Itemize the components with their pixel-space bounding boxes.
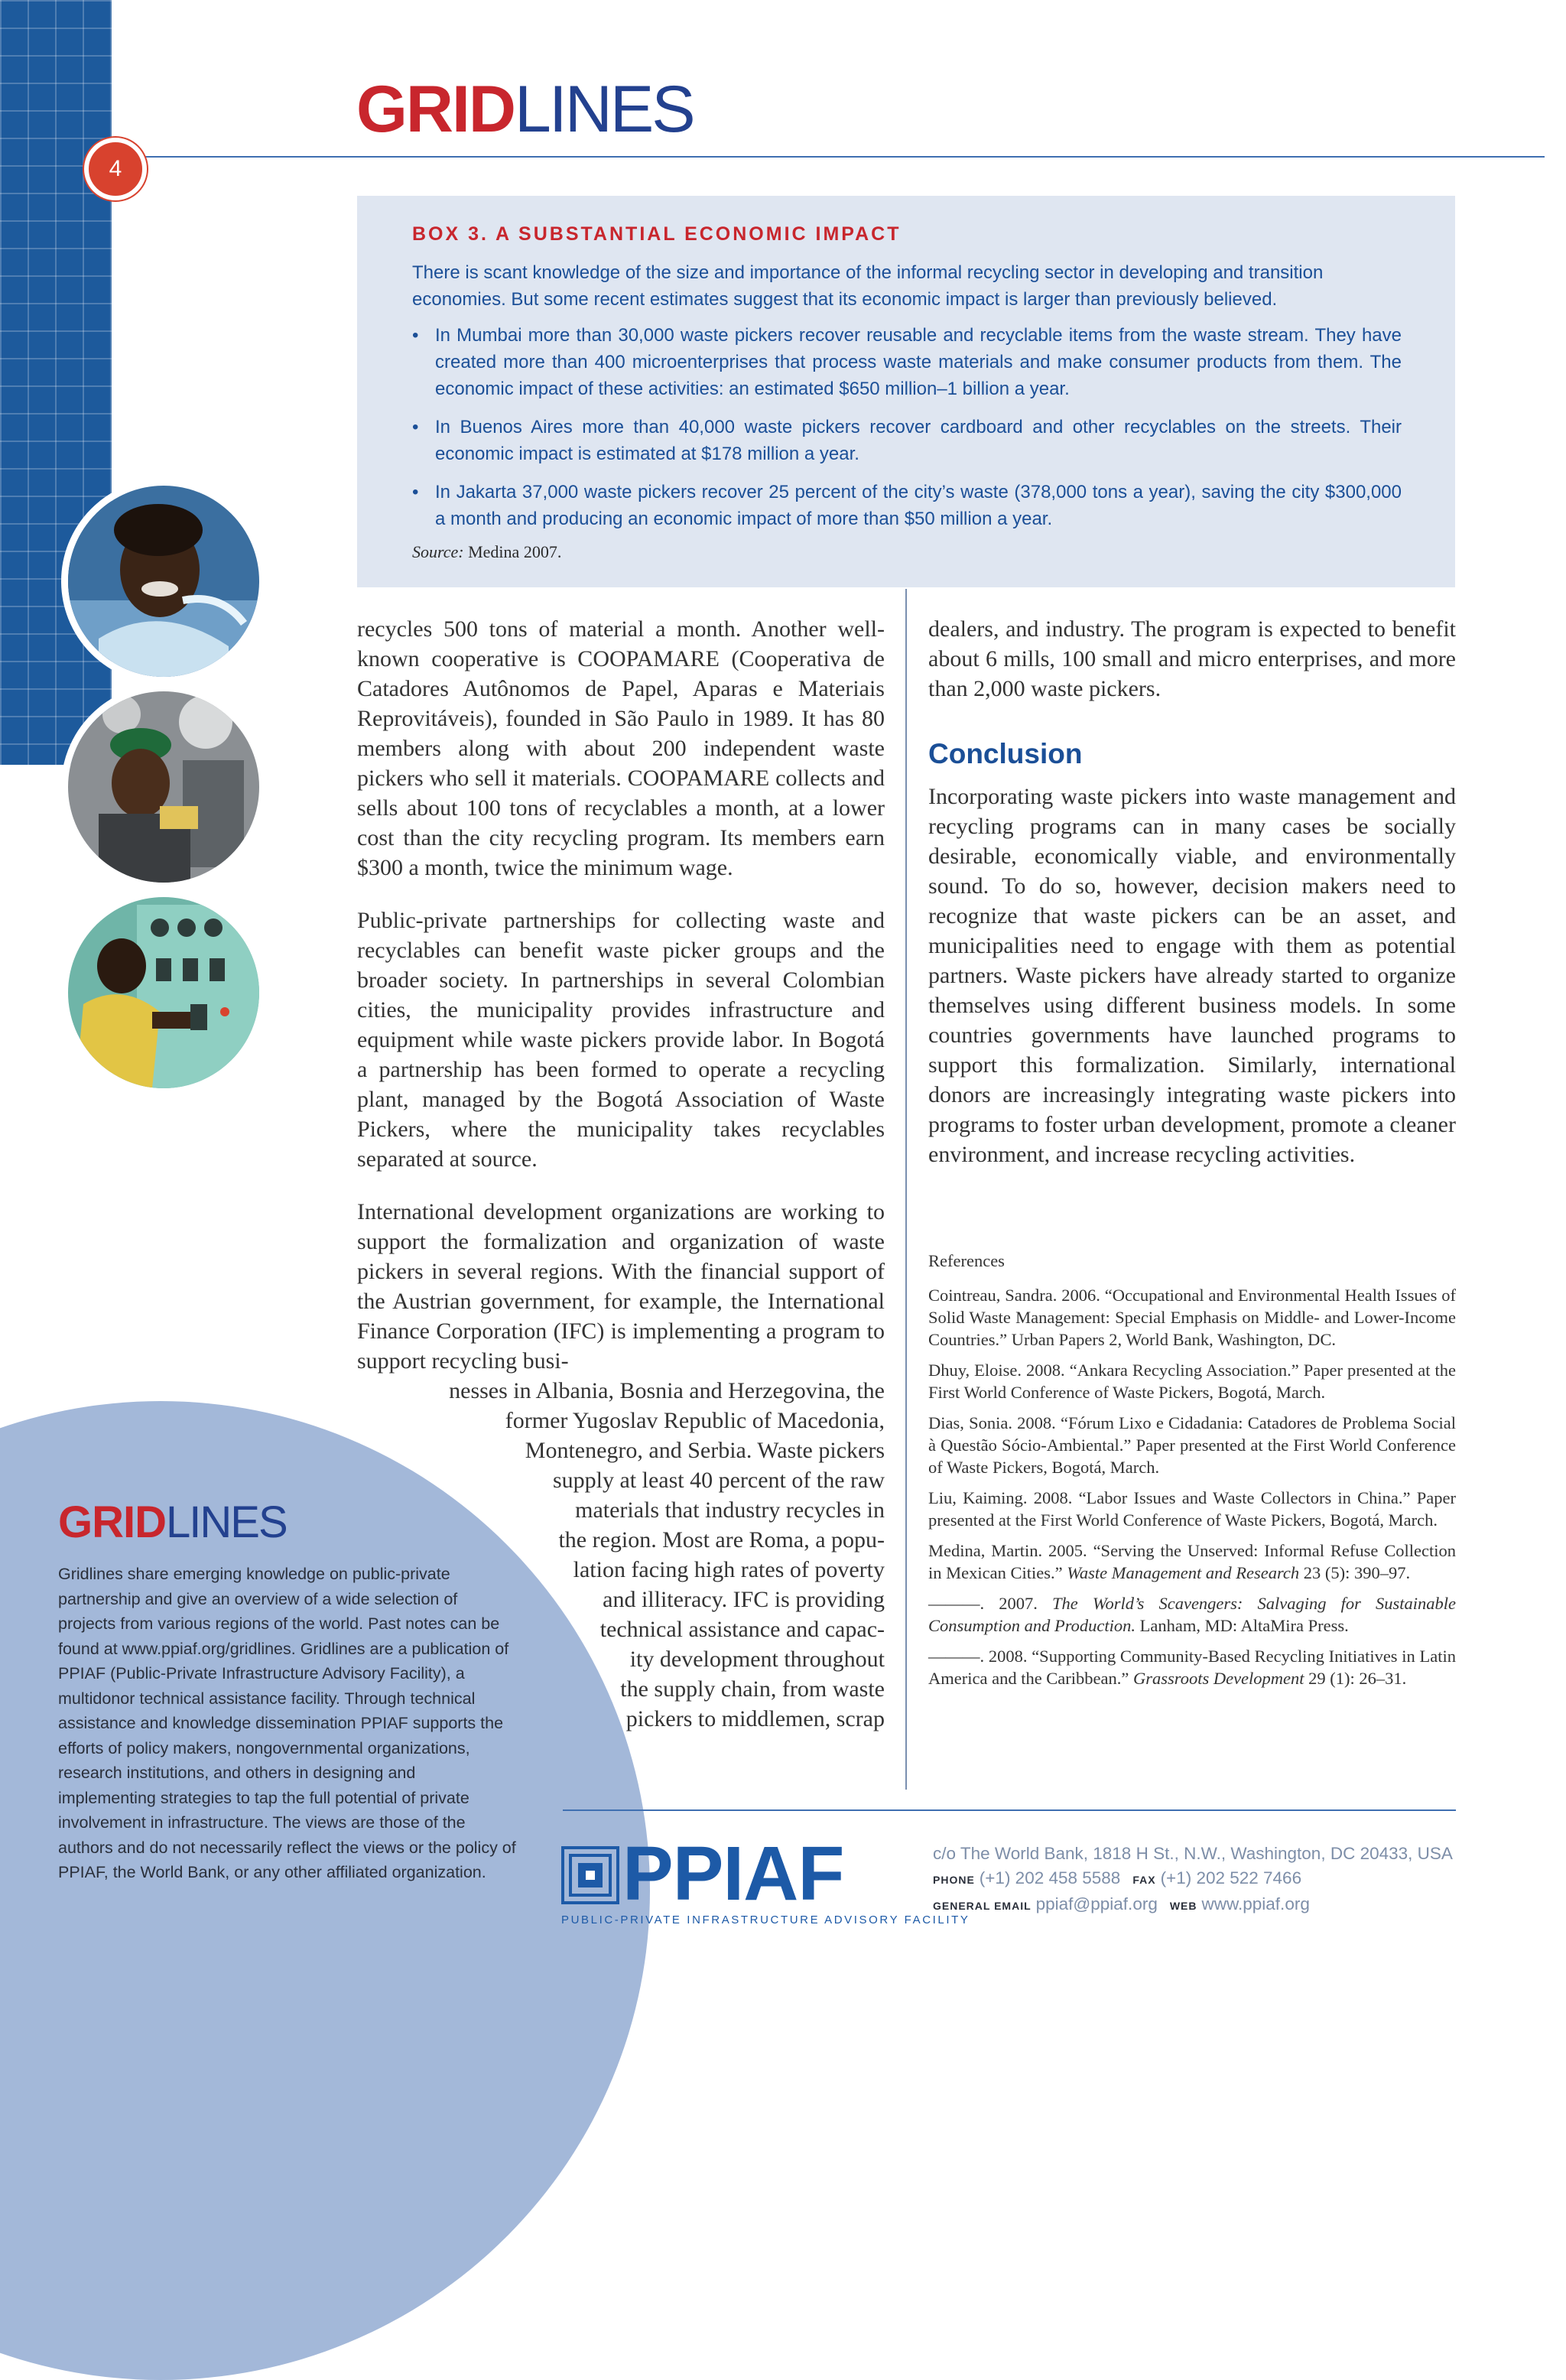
reference-item: Cointreau, Sandra. 2006. “Occupational and Environmental Health Issues of Solid Waste Management: Special Emphasis on Middle- and Lower-Income Countries.” Urban Papers 2, World Bank, Washington, DC. [928,1286,1456,1349]
list-item: • In Jakarta 37,000 waste pickers recover 25 percent of the city’s waste (378,000 tons a year), saving the city $300,000 a month and producing an economic impact of more than $50 million a year. [412,479,1402,532]
gridlines-description: Gridlines share emerging knowledge on public-private partnership and give an overview of a wide selection of projects from various regions of the world. Past notes can be found at www.ppiaf.org/gridlines. Gridlines are a publication of PPIAF (Public-Private Infrastructure Advisory Facility), a multidonor technical assistance facility. Through technical assistance and knowledge dissemination PPIAF supports the efforts of policy makers, nongovernmental organizations, research institutions, and others in designing and implementing strategies to tap the full potential of private involvement in infrastructure. The views are those of the authors and do not necessarily reflect the views or the policy of PPIAF, the World Bank, or any other affiliated organization. [58,1565,516,1881]
bullet-icon: • [412,417,419,437]
ppiaf-tagline: PUBLIC-PRIVATE INFRASTRUCTURE ADVISORY FACILITY [561,1913,970,1926]
references-heading: References [928,1251,1005,1270]
header-rule [145,156,1545,158]
box-title: BOX 3. A SUBSTANTIAL ECONOMIC IMPACT [412,223,902,245]
phone-number: (+1) 202 458 5588 [979,1868,1121,1887]
photo-operator-at-control-panel [61,890,266,1095]
gridlines-logo: GRIDLINES [356,73,694,146]
fax-number: (+1) 202 522 7466 [1160,1868,1302,1887]
reference-item: ———. 2007. The World’s Scavengers: Salvaging for Sustainable Consumption and Production. Lanham, MD: AltaMira Press. [928,1594,1456,1635]
box-intro: There is scant knowledge of the size and importance of the informal recycling sector in developing and transition economies. But some recent estimates suggest that its economic impact is larger than previously believed. [412,262,1324,310]
phone-fax-line: PHONE (+1) 202 458 5588 FAX (+1) 202 522 7466 [933,1868,1302,1887]
photo-person-splashing-water [61,479,266,684]
body-paragraph: dealers, and industry. The program is expected to benefit about 6 mills, 100 small and micro enterprises, and more than 2,000 waste pickers. [928,616,1456,701]
body-paragraph: International development organizations are working to support the formalization and organization of waste pickers in several regions. With the financial support of the Austrian government, for example, the International Finance Corporation (IFC) is implementing a program to support recycling busi- nesses in Albania, Bosnia and Herzegovina, the former Yugoslav Republic of Macedonia, Montenegro, and Serbia. Waste pickers supply at least 40 percent of the raw materials that industry recycles in the region. Most are Roma, a popu- lation facing high rates of poverty and illiteracy. IFC is providing technical assistance and capac- ity development throughout the supply chain, from waste pickers to middlemen, scrap [357,1199,885,1731]
conclusion-paragraph: Incorporating waste pickers into waste management and recycling programs can in many cases be socially desirable, economically viable, and environmentally sound. To do so, however, decision makers need to recognize that waste pickers can be an asset, and municipalities need to engage with them as potential partners. Waste pickers have already started to organize themselves using different business models. In some countries governments have launched programs to support this formalization. Similarly, international donors are increasingly integrating waste pickers into programs to foster urban development, promote a cleaner environment, and increase recycling activities. [928,784,1456,1167]
list-item: • In Mumbai more than 30,000 waste pickers recover reusable and recyclable items from the waste stream. They have created more than 400 microenterprises that process waste materials and make consumer products from them. The economic impact of these activities: an estimated $650 million–1 billion a year. [412,322,1402,402]
ppiaf-wordmark: PPIAF [622,1831,844,1917]
reference-item: Liu, Kaiming. 2008. “Labor Issues and Waste Collectors in China.” Paper presented at the First World Conference of Waste Pickers, Bogotá, March. [928,1488,1456,1530]
email-link[interactable]: ppiaf@ppiaf.org [1035,1894,1158,1913]
bullet-icon: • [412,325,419,346]
reference-item: Medina, Martin. 2005. “Serving the Unserved: Informal Refuse Collection in Mexican Cities.” Waste Management and Research 23 (5): 390–97. [928,1541,1456,1582]
body-paragraph: recycles 500 tons of material a month. Another well-known cooperative is COOPAMARE (Cooperativa de Catadores Autônomos de Papel, Aparas e Materiais Reprovitáveis), founded in São Paulo in 1989. It has 80 members along with about 200 independent waste pickers who sell it materials. COOPAMARE collects and sells about 100 tons of recyclables a month, at a lower cost than the city recycling program. Its members earn $300 a month, twice the minimum wage. [357,616,885,880]
reference-item: ———. 2008. “Supporting Community-Based Recycling Initiatives in Latin America and the Caribbean.” Grassroots Development 29 (1): 26–31. [928,1647,1456,1688]
conclusion-heading: Conclusion [928,738,1083,769]
references-section [928,1250,1456,1698]
contact-block [933,1842,1453,1918]
photo-worker-with-machinery [61,684,266,889]
web-link[interactable]: www.ppiaf.org [1201,1894,1310,1913]
column-divider [905,589,907,1790]
address: c/o The World Bank, 1818 H St., N.W., Washington, DC 20433, USA [933,1844,1453,1863]
reference-item: Dhuy, Eloise. 2008. “Ankara Recycling Association.” Paper presented at the First World Conference of Waste Pickers, Bogotá, March. [928,1361,1456,1402]
footer-rule [563,1809,1456,1811]
bullet-icon: • [412,482,419,502]
gridlines-sidebar-logo: GRIDLINES [58,1497,287,1547]
page-number: 4 [84,138,147,200]
list-item: • In Buenos Aires more than 40,000 waste pickers recover cardboard and other recyclables on the streets. Their economic impact is estimated at $178 million a year. [412,414,1402,467]
email-web-line: GENERAL EMAIL ppiaf@ppiaf.org WEB www.ppiaf.org [933,1894,1310,1913]
reference-item: Dias, Sonia. 2008. “Fórum Lixo e Cidadania: Catadores de Problema Social à Questão Sócio-Ambiental.” Paper presented at the First World Conference of Waste Pickers, Bogotá, March. [928,1413,1456,1477]
ppiaf-mark-icon [561,1846,619,1904]
box-source: Source: Medina 2007. [412,542,562,561]
box-bullet-list [412,322,1402,532]
left-column [357,614,885,1734]
right-column [928,614,1456,1169]
body-paragraph: Public-private partnerships for collecting waste and recyclables can benefit waste picker groups and the broader society. In partnerships in several Colombian cities, the municipality provides infrastructure and equipment while waste pickers provide labor. In Bogotá a partnership has been formed to operate a recycling plant, managed by the Bogotá Association of Waste Pickers, where the municipality takes recyclables separated at source. [357,908,885,1172]
box-3-callout [357,196,1455,587]
